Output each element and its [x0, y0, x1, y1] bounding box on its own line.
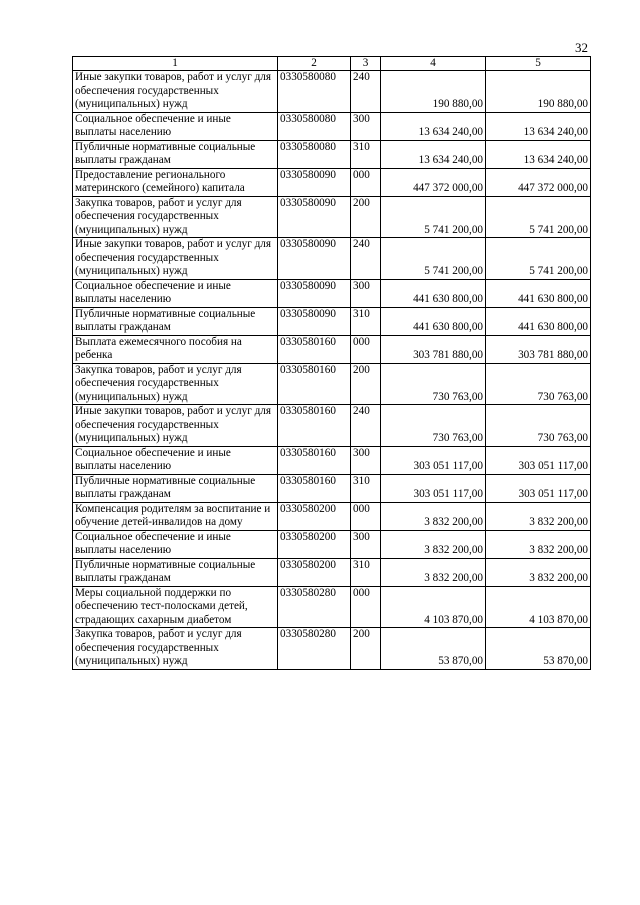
cell-target-code: 0330580280 — [278, 628, 351, 670]
table-row — [73, 363, 591, 405]
cell-name: Социальное обеспечение и иные выплаты населению — [73, 279, 278, 307]
cell-amount-2: 303 051 117,00 — [486, 474, 591, 502]
cell-name: Иные закупки товаров, работ и услуг для обеспечения государственных (муниципальных) нужд — [73, 71, 278, 113]
table-row — [73, 71, 591, 113]
cell-target-code: 0330580200 — [278, 530, 351, 558]
cell-amount-1: 441 630 800,00 — [381, 307, 486, 335]
cell-expense-type: 310 — [351, 474, 381, 502]
column-header-name: 1 — [73, 57, 278, 71]
table-row — [73, 446, 591, 474]
table-body — [73, 71, 591, 670]
cell-name: Социальное обеспечение и иные выплаты населению — [73, 446, 278, 474]
cell-expense-type: 310 — [351, 307, 381, 335]
cell-target-code: 0330580160 — [278, 446, 351, 474]
cell-amount-2: 4 103 870,00 — [486, 586, 591, 628]
cell-amount-1: 190 880,00 — [381, 71, 486, 113]
cell-amount-2: 3 832 200,00 — [486, 558, 591, 586]
table-row — [73, 307, 591, 335]
cell-expense-type: 300 — [351, 279, 381, 307]
cell-name: Выплата ежемесячного пособия на ребенка — [73, 335, 278, 363]
cell-amount-2: 441 630 800,00 — [486, 307, 591, 335]
cell-amount-1: 303 051 117,00 — [381, 474, 486, 502]
cell-amount-1: 4 103 870,00 — [381, 586, 486, 628]
cell-amount-2: 190 880,00 — [486, 71, 591, 113]
table-row — [73, 279, 591, 307]
cell-expense-type: 240 — [351, 405, 381, 447]
cell-amount-2: 13 634 240,00 — [486, 140, 591, 168]
cell-target-code: 0330580200 — [278, 558, 351, 586]
cell-name: Иные закупки товаров, работ и услуг для обеспечения государственных (муниципальных) нужд — [73, 405, 278, 447]
table-header-row — [73, 57, 591, 71]
cell-amount-2: 730 763,00 — [486, 405, 591, 447]
cell-amount-2: 13 634 240,00 — [486, 112, 591, 140]
table-row — [73, 474, 591, 502]
column-header-type: 3 — [351, 57, 381, 71]
column-header-sum1: 4 — [381, 57, 486, 71]
cell-expense-type: 200 — [351, 196, 381, 238]
cell-amount-1: 13 634 240,00 — [381, 112, 486, 140]
cell-amount-2: 5 741 200,00 — [486, 196, 591, 238]
budget-table — [72, 56, 591, 670]
cell-target-code: 0330580160 — [278, 405, 351, 447]
cell-amount-1: 13 634 240,00 — [381, 140, 486, 168]
cell-amount-2: 303 051 117,00 — [486, 446, 591, 474]
cell-amount-1: 3 832 200,00 — [381, 530, 486, 558]
cell-target-code: 0330580160 — [278, 474, 351, 502]
cell-amount-2: 3 832 200,00 — [486, 530, 591, 558]
table-row — [73, 502, 591, 530]
cell-name: Компенсация родителям за воспитание и обучение детей-инвалидов на дому — [73, 502, 278, 530]
cell-target-code: 0330580160 — [278, 363, 351, 405]
cell-name: Социальное обеспечение и иные выплаты населению — [73, 112, 278, 140]
cell-name: Публичные нормативные социальные выплаты гражданам — [73, 558, 278, 586]
cell-amount-1: 441 630 800,00 — [381, 279, 486, 307]
cell-expense-type: 200 — [351, 628, 381, 670]
cell-target-code: 0330580160 — [278, 335, 351, 363]
cell-expense-type: 300 — [351, 530, 381, 558]
cell-target-code: 0330580080 — [278, 112, 351, 140]
cell-amount-1: 303 051 117,00 — [381, 446, 486, 474]
cell-amount-2: 3 832 200,00 — [486, 502, 591, 530]
cell-target-code: 0330580090 — [278, 168, 351, 196]
cell-amount-1: 53 870,00 — [381, 628, 486, 670]
cell-name: Меры социальной поддержки по обеспечению тест-полосками детей, страдающих сахарным диабетом — [73, 586, 278, 628]
cell-expense-type: 200 — [351, 363, 381, 405]
cell-amount-1: 730 763,00 — [381, 363, 486, 405]
cell-name: Закупка товаров, работ и услуг для обеспечения государственных (муниципальных) нужд — [73, 628, 278, 670]
cell-target-code: 0330580090 — [278, 279, 351, 307]
cell-amount-1: 3 832 200,00 — [381, 502, 486, 530]
cell-name: Иные закупки товаров, работ и услуг для обеспечения государственных (муниципальных) нужд — [73, 238, 278, 280]
cell-name: Публичные нормативные социальные выплаты гражданам — [73, 474, 278, 502]
cell-target-code: 0330580080 — [278, 140, 351, 168]
page-number: 32 — [575, 40, 588, 55]
table-row — [73, 530, 591, 558]
cell-expense-type: 000 — [351, 168, 381, 196]
table-row — [73, 238, 591, 280]
column-header-sum2: 5 — [486, 57, 591, 71]
table-row — [73, 405, 591, 447]
cell-name: Предоставление регионального материнского (семейного) капитала — [73, 168, 278, 196]
cell-amount-2: 303 781 880,00 — [486, 335, 591, 363]
cell-amount-2: 5 741 200,00 — [486, 238, 591, 280]
cell-expense-type: 240 — [351, 238, 381, 280]
cell-target-code: 0330580090 — [278, 238, 351, 280]
cell-amount-1: 5 741 200,00 — [381, 196, 486, 238]
cell-expense-type: 000 — [351, 502, 381, 530]
cell-expense-type: 000 — [351, 586, 381, 628]
table-row — [73, 586, 591, 628]
table-row — [73, 140, 591, 168]
cell-expense-type: 310 — [351, 558, 381, 586]
cell-name: Публичные нормативные социальные выплаты гражданам — [73, 307, 278, 335]
cell-target-code: 0330580200 — [278, 502, 351, 530]
cell-name: Закупка товаров, работ и услуг для обеспечения государственных (муниципальных) нужд — [73, 363, 278, 405]
column-header-code: 2 — [278, 57, 351, 71]
table-row — [73, 168, 591, 196]
cell-target-code: 0330580280 — [278, 586, 351, 628]
cell-name: Социальное обеспечение и иные выплаты населению — [73, 530, 278, 558]
cell-amount-2: 53 870,00 — [486, 628, 591, 670]
cell-target-code: 0330580080 — [278, 71, 351, 113]
cell-name: Публичные нормативные социальные выплаты гражданам — [73, 140, 278, 168]
cell-amount-2: 730 763,00 — [486, 363, 591, 405]
cell-target-code: 0330580090 — [278, 307, 351, 335]
cell-expense-type: 300 — [351, 112, 381, 140]
table-row — [73, 196, 591, 238]
cell-amount-1: 303 781 880,00 — [381, 335, 486, 363]
cell-amount-2: 447 372 000,00 — [486, 168, 591, 196]
cell-expense-type: 240 — [351, 71, 381, 113]
cell-amount-1: 730 763,00 — [381, 405, 486, 447]
cell-name: Закупка товаров, работ и услуг для обеспечения государственных (муниципальных) нужд — [73, 196, 278, 238]
cell-amount-1: 447 372 000,00 — [381, 168, 486, 196]
cell-target-code: 0330580090 — [278, 196, 351, 238]
table-row — [73, 628, 591, 670]
cell-amount-1: 5 741 200,00 — [381, 238, 486, 280]
cell-expense-type: 310 — [351, 140, 381, 168]
table-row — [73, 335, 591, 363]
cell-expense-type: 300 — [351, 446, 381, 474]
table-row — [73, 558, 591, 586]
table-row — [73, 112, 591, 140]
cell-amount-2: 441 630 800,00 — [486, 279, 591, 307]
cell-amount-1: 3 832 200,00 — [381, 558, 486, 586]
cell-expense-type: 000 — [351, 335, 381, 363]
